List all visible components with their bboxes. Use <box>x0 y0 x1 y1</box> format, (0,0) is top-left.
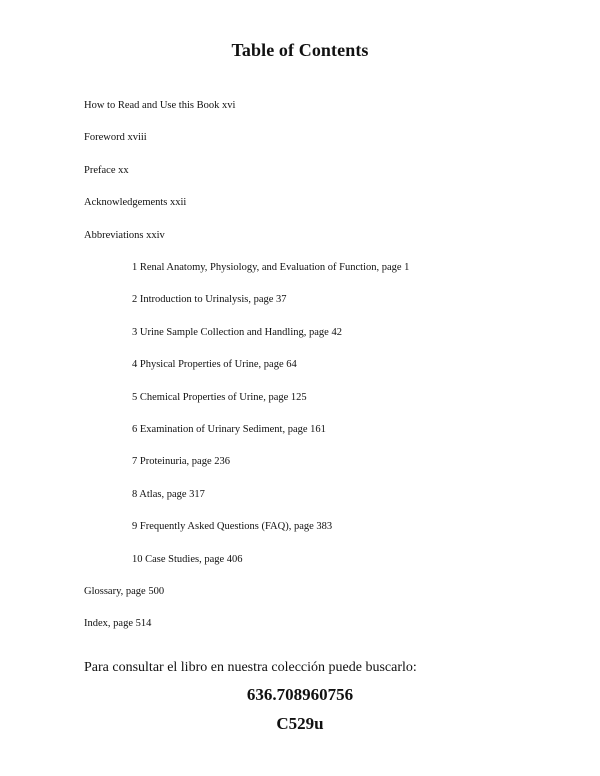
toc-chapter-entry: 2 Introduction to Urinalysis, page 37 <box>132 294 287 305</box>
toc-chapter-entry: 4 Physical Properties of Urine, page 64 <box>132 359 297 370</box>
toc-entry: Acknowledgements xxii <box>84 197 187 208</box>
toc-entry: Preface xx <box>84 165 129 176</box>
catalog-note: Para consultar el libro en nuestra colección puede buscarlo: <box>84 660 417 675</box>
toc-chapter-entry: 7 Proteinuria, page 236 <box>132 456 230 467</box>
call-number-cutter: C529u <box>276 714 324 733</box>
toc-entry: Index, page 514 <box>84 618 152 629</box>
toc-entry: How to Read and Use this Book xvi <box>84 100 236 111</box>
toc-chapter-entry: 6 Examination of Urinary Sediment, page 161 <box>132 424 326 435</box>
toc-chapter-entry: 5 Chemical Properties of Urine, page 125 <box>132 392 307 403</box>
toc-chapter-entry: 10 Case Studies, page 406 <box>132 554 243 565</box>
toc-chapter-entry: 1 Renal Anatomy, Physiology, and Evaluation of Function, page 1 <box>132 262 410 273</box>
toc-chapter-entry: 3 Urine Sample Collection and Handling, page 42 <box>132 327 342 338</box>
page-title: Table of Contents <box>231 40 369 60</box>
toc-entry: Glossary, page 500 <box>84 586 165 597</box>
toc-chapter-entry: 9 Frequently Asked Questions (FAQ), page 383 <box>132 521 333 532</box>
toc-entry: Foreword xviii <box>84 132 147 143</box>
call-number-classification: 636.708960756 <box>246 685 354 704</box>
toc-chapter-entry: 8 Atlas, page 317 <box>132 489 205 500</box>
toc-entry: Abbreviations xxiv <box>84 230 165 241</box>
